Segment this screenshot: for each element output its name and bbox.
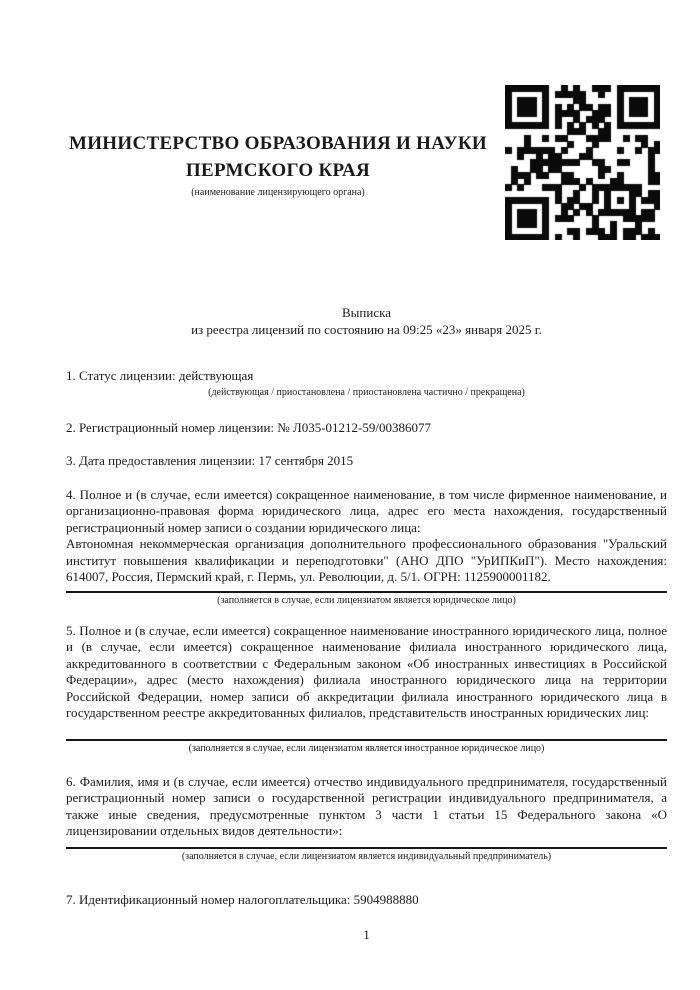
page-number: 1 — [363, 927, 370, 942]
foreign-entity-question: 5. Полное и (в случае, если имеется) сокращенное наименование иностранного юридического лица, полное и (в случае, если имеется) сокращенное наименование филиала иностранного юридического лица, аккредитованного в соответствии с Федеральным законом «Об иностранных инвестициях в Российской Федерации», адрес (место нахождения) филиала иностранного юридического лица на территории Российской Федерации, номер записи об аккредитации филиала иностранного юридического лица в государственном реестре аккредитованных филиалов, представительств иностранных юридических лиц: — [66, 622, 667, 720]
field-individual-entrepreneur — [66, 774, 667, 863]
license-date-text: 3. Дата предоставления лицензии: 17 сентября 2015 — [66, 453, 354, 468]
entrepreneur-note: (заполняется в случае, если лицензиатом является индивидуальный предприниматель) — [181, 850, 552, 862]
authority-name-line2: ПЕРМСКОГО КРАЯ — [185, 160, 371, 181]
authority-caption: (наименование лицензирующего органа) — [191, 187, 365, 198]
legal-entity-note: (заполняется в случае, если лицензиатом является юридическое лицо) — [217, 594, 516, 606]
document-title-line1: Выписка — [342, 305, 391, 320]
field-registration-number — [66, 420, 667, 437]
field-legal-entity — [66, 487, 667, 607]
blank-underline — [66, 739, 667, 741]
registration-number-text: 2. Регистрационный номер лицензии: № Л035-01212-59/00386077 — [66, 419, 432, 435]
document-title — [66, 304, 667, 338]
document-title-line2: из реестра лицензий по состоянию на 09:25 «23» января 2025 г. — [191, 322, 542, 337]
licensing-authority-name — [66, 130, 490, 184]
blank-underline — [66, 847, 667, 849]
qr-code-image — [505, 85, 660, 240]
field-taxpayer-id — [66, 892, 667, 909]
foreign-entity-note: (заполняется в случае, если лицензиатом является иностранное юридическое лицо) — [188, 742, 545, 754]
entrepreneur-question: 6. Фамилия, имя и (в случае, если имеется) отчество индивидуального предпринимателя, государственный регистрационный номер записи о государственной регистрации индивидуального предпринимателя, а также иные сведения, предусмотренные пунктом 3 части 1 статьи 15 Федерального закона «О лицензировании отдельных видов деятельности»: — [66, 773, 667, 838]
field-foreign-entity — [66, 623, 667, 755]
ministry-header — [66, 130, 490, 199]
license-status-note: (действующая / приостановлена / приостановлена частично / прекращена) — [208, 386, 525, 398]
field-license-date — [66, 453, 667, 470]
blank-underline — [66, 591, 667, 593]
qr-code — [505, 85, 660, 240]
legal-entity-answer: Автономная некоммерческая организация дополнительного профессионального образования "Уральский институт повышения квалификации и переподготовки" (АНО ДПО "УрИПКиП"). Место нахождения: 614007, Россия, Пермский край, г. Пермь, ул. Революции, д. 5/1. ОГРН: 1125900001182. — [66, 536, 667, 584]
document-body — [66, 368, 667, 943]
taxpayer-id-text: 7. Идентификационный номер налогоплательщика: 5904988880 — [66, 891, 419, 907]
legal-entity-question: 4. Полное и (в случае, если имеется) сокращенное наименование, в том числе фирменное наименование, и организационно-правовая форма юридического лица, адрес его места нахождения, государственный регистрационный номер записи о создании юридического лица: — [66, 486, 667, 535]
license-status-text: 1. Статус лицензии: действующая — [66, 368, 254, 383]
authority-name-line1: МИНИСТЕРСТВО ОБРАЗОВАНИЯ И НАУКИ — [68, 133, 488, 154]
field-license-status — [66, 368, 667, 399]
